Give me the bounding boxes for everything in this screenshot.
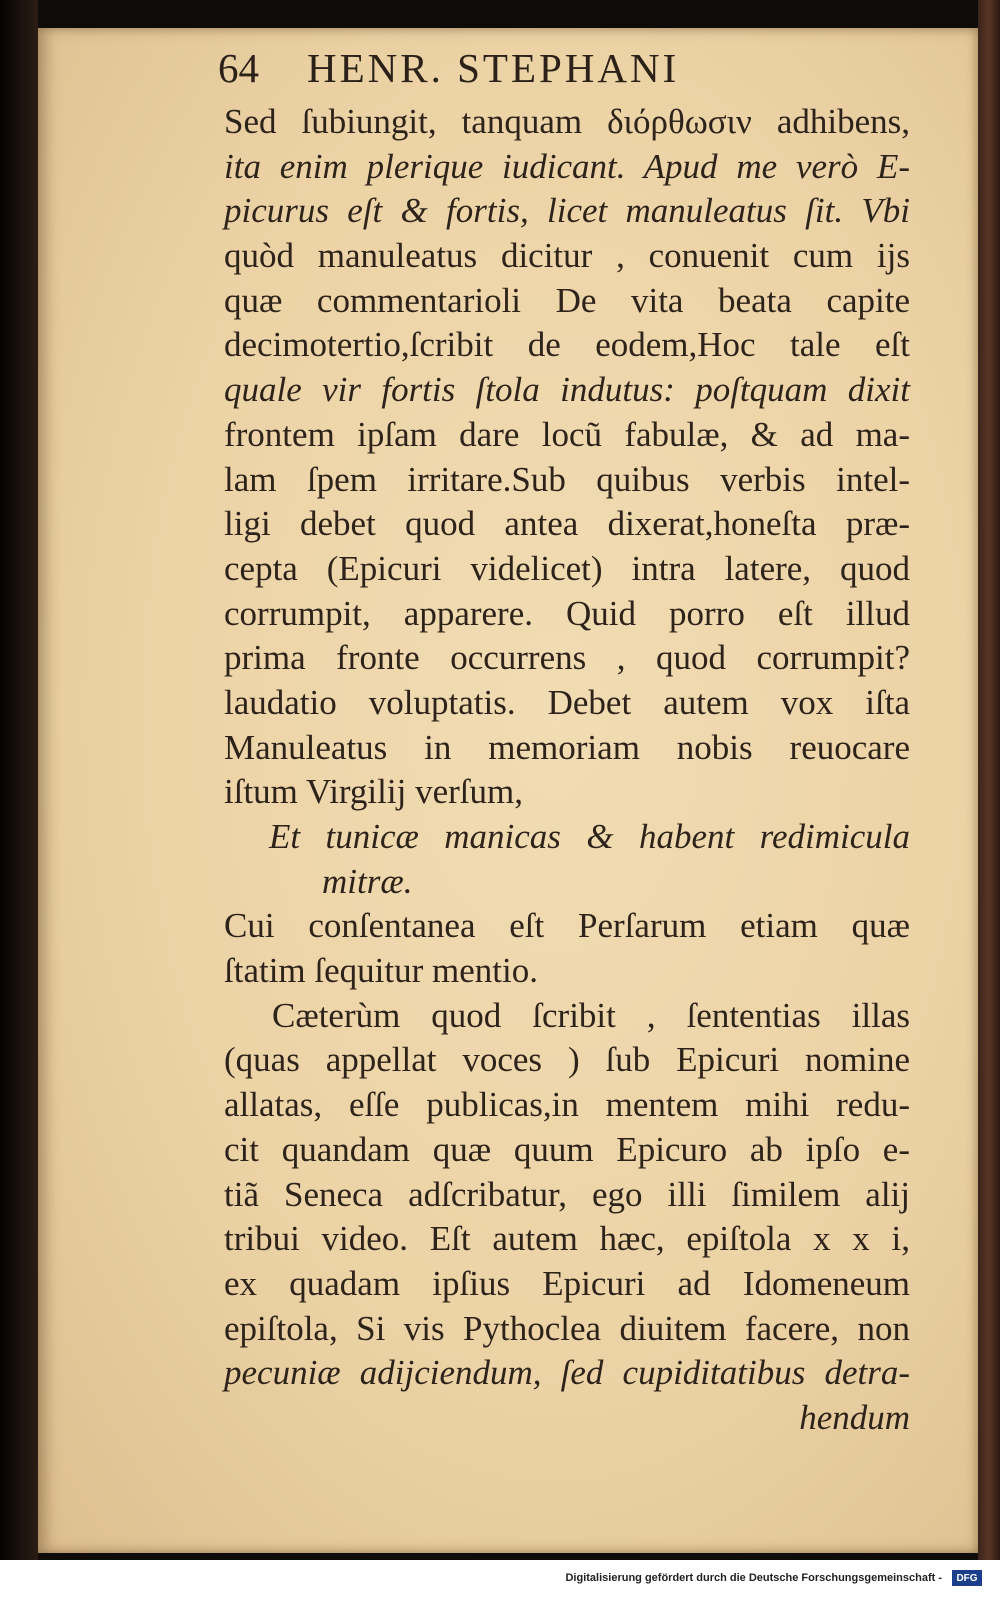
text-line: Sed ſubiungit, tanquam διόρθωσιν adhibens, <box>224 102 910 141</box>
text-line: iſtum Virgilij verſum, <box>224 772 523 812</box>
page-header <box>218 44 838 104</box>
text-line: lam ſpem irritare.Sub quibus verbis intel- <box>224 459 910 499</box>
digitization-note: Digitalisierung gefördert durch die Deutsche Forschungsgemeinschaft - <box>565 1572 942 1584</box>
book-page <box>38 28 978 1553</box>
running-title: HENR. STEPHANI <box>307 45 680 91</box>
text-line: cepta (Epicuri videlicet) intra latere, quod <box>224 548 910 588</box>
book-binding-left <box>0 0 38 1560</box>
text-line: (quas appellat voces ) ſub Epicuri nomine <box>224 1040 910 1080</box>
text-line: frontem ipſam dare locũ fabulæ, & ad ma- <box>224 414 910 454</box>
text-line: ligi debet quod antea dixerat,honeſta præ- <box>224 504 910 544</box>
text-line: quòd manuleatus dicitur , conuenit cum ijs <box>224 236 910 276</box>
text-line: decimotertio,ſcribit de eodem,Hoc tale eſt <box>224 325 910 365</box>
text-line: tiã Seneca adſcribatur, ego illi ſimilem alij <box>224 1174 910 1214</box>
text-line: laudatio voluptatis. Debet autem vox iſta <box>224 682 910 722</box>
text-line: epiſtola, Si vis Pythoclea diuitem facere, non <box>224 1308 910 1348</box>
verse-line: Et tunicæ manicas & habent redimicula <box>269 817 910 856</box>
text-line: corrumpit, apparere. Quid porro eſt illud <box>224 593 910 633</box>
digitization-footer <box>0 1560 1000 1599</box>
text-line: quæ commentarioli De vita beata capite <box>224 280 910 320</box>
text-line: ita enim plerique iudicant. Apud me verò E- <box>224 146 910 186</box>
text-line: ex quadam ipſius Epicuri ad Idomeneum <box>224 1263 910 1303</box>
text-line: quale vir fortis ſtola indutus: poſtquam dixit <box>224 370 910 410</box>
dfg-logo-icon: DFG <box>952 1570 982 1586</box>
text-line: cit quandam quæ quum Epicuro ab ipſo e- <box>224 1129 910 1169</box>
text-line: Cæterùm quod ſcribit , ſententias illas <box>272 995 910 1035</box>
text-line: pecuniæ adijciendum, ſed cupiditatibus detra- <box>224 1353 910 1393</box>
text-line: prima fronte occurrens , quod corrumpit? <box>224 638 910 678</box>
text-line: picurus eſt & fortis, licet manuleatus ſit. Vbi <box>224 191 910 231</box>
text-line: ſtatim ſequitur mentio. <box>224 951 538 991</box>
catchword: hendum <box>799 1397 910 1437</box>
text-line: allatas, eſſe publicas,in mentem mihi redu- <box>224 1085 910 1125</box>
text-line: tribui video. Eſt autem hæc, epiſtola x x i, <box>224 1219 910 1259</box>
text-line: Manuleatus in memoriam nobis reuocare <box>224 727 910 767</box>
book-binding-right <box>978 0 1000 1560</box>
verse-line: mitræ. <box>322 861 413 901</box>
page-text <box>224 100 910 1441</box>
text-line: Cui conſentanea eſt Perſarum etiam quæ <box>224 906 910 946</box>
page-number: 64 <box>218 45 259 91</box>
